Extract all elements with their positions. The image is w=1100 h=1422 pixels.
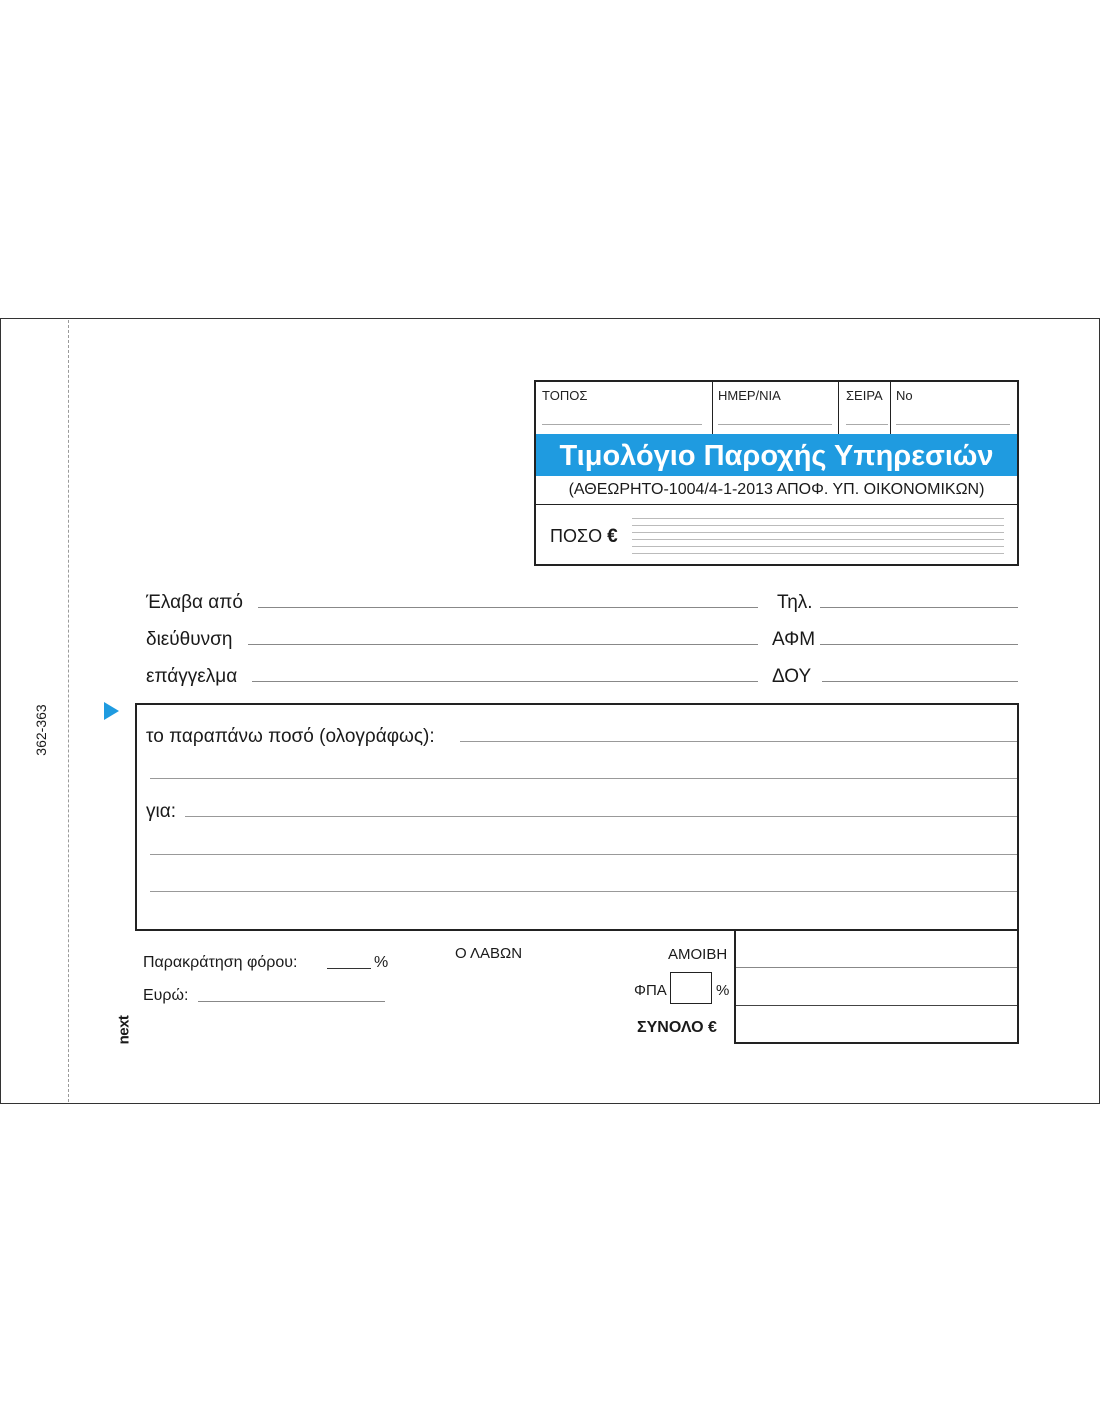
totals-box [734,931,1019,1044]
receiver-label: Ο ΛΑΒΩΝ [455,945,523,962]
arrow-marker-icon [104,702,119,720]
withholding-percent: % [374,954,389,971]
afm-field[interactable] [820,644,1018,645]
topos-label: ΤΟΠΟΣ [542,388,588,403]
series-field[interactable] [846,424,888,425]
topos-field[interactable] [542,424,702,425]
euro-label: Ευρώ: [143,987,189,1004]
vat-label: ΦΠΑ [634,982,667,999]
doy-field[interactable] [822,681,1018,682]
phone-label: Τηλ. [777,592,813,613]
perforation-line [68,320,69,1102]
profession-label: επάγγελμα [146,666,238,687]
withholding-field[interactable] [327,968,371,969]
date-label: ΗΜΕΡ/ΝΙΑ [718,388,781,403]
fee-label: ΑΜΟΙΒΗ [668,946,728,963]
withholding-label: Παρακράτηση φόρου: [143,954,298,971]
address-label: διεύθυνση [146,629,233,650]
fee-field[interactable] [736,967,1017,968]
for-label: για: [146,801,176,822]
total-field[interactable] [740,1009,1012,1037]
euro-icon: € [607,526,618,547]
date-field[interactable] [718,424,832,425]
afm-label: ΑΦΜ [772,629,816,650]
amount-field[interactable] [632,518,1004,519]
side-code: 362-363 [33,704,49,756]
no-field[interactable] [896,424,1010,425]
address-field[interactable] [248,644,758,645]
no-label: No [896,388,913,403]
total-label: ΣΥΝΟΛΟ € [637,1019,717,1036]
amount-label-group [550,526,618,548]
for-field[interactable] [185,816,1017,817]
phone-field[interactable] [820,607,1018,608]
vat-field[interactable] [736,1005,1017,1006]
document-title: Τιμολόγιο Παροχής Υπηρεσιών [559,440,994,472]
amount-words-field[interactable] [460,741,1017,742]
series-label: ΣΕΙΡΑ [846,388,883,403]
euro-field[interactable] [198,1001,385,1002]
brand-logo: next [115,1015,133,1045]
vat-rate-box[interactable] [670,972,712,1004]
title-band [536,434,1017,476]
subtitle-row [536,476,1017,505]
doy-label: ΔΟΥ [772,666,812,687]
amount-label: ΠΟΣΟ [550,526,603,546]
profession-field[interactable] [252,681,758,682]
received-from-label: Έλαβα από [146,592,243,613]
vat-percent: % [716,982,730,999]
document-subtitle: (ΑΘΕΩΡΗΤΟ-1004/4-1-2013 ΑΠΟΦ. ΥΠ. ΟΙΚΟΝΟΜΙΚΩΝ) [568,481,985,498]
received-from-field[interactable] [258,607,758,608]
invoice-header-box [534,380,1019,566]
amount-words-label: το παραπάνω ποσό (ολογράφως): [146,726,435,747]
